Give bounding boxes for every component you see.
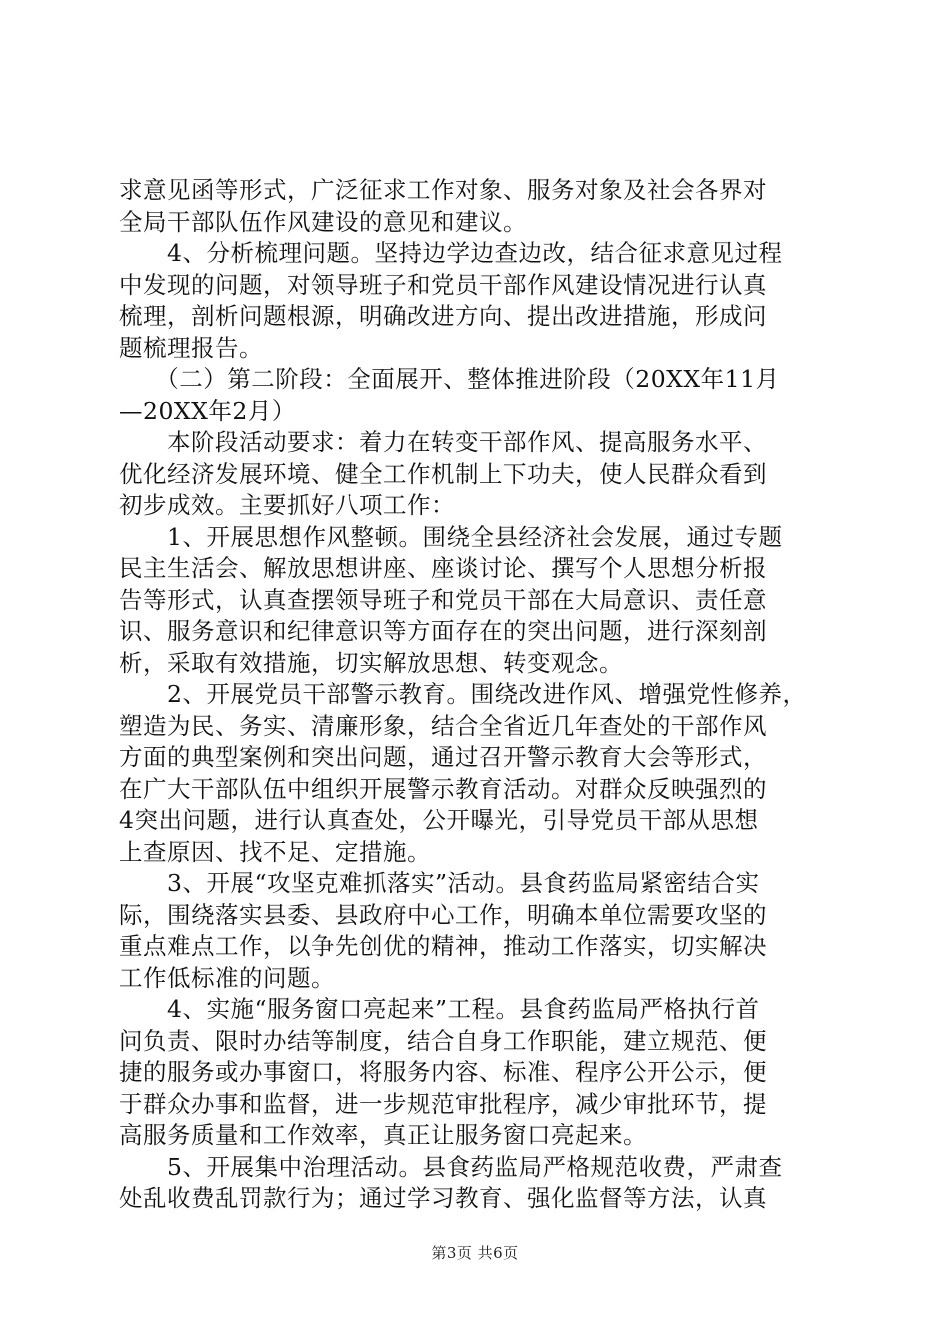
text-line: 告等形式，认真查摆领导班子和党员干部在大局意识、责任意 — [119, 585, 767, 614]
text-line: 3、开展“攻坚克难抓落实”活动。县食药监局紧密结合实 — [119, 869, 760, 897]
text-line: 4、分析梳理问题。坚持边学边查边改，结合征求意见过程 — [119, 239, 783, 267]
text-line: 梳理，剖析问题根源，明确改进方向、提出改进措施，形成问 — [119, 302, 767, 330]
text-line: 方面的典型案例和突出问题，通过召开警示教育大会等形式， — [119, 743, 767, 771]
body-text — [119, 175, 839, 1215]
text-line: 题梳理报告。 — [119, 333, 263, 362]
text-line: 2、开展党员干部警示教育。围绕改进作风、增强党性修养， — [119, 680, 807, 708]
text-line: 处乱收费乱罚款行为；通过学习教育、强化监督等方法，认真 — [119, 1184, 767, 1212]
text-line: 中发现的问题，对领导班子和党员干部作风建设情况进行认真 — [119, 270, 767, 299]
text-line: 在广大干部队伍中组织开展警示教育活动。对群众反映强烈的 — [119, 774, 767, 803]
page-footer: 第3页 共6页 — [431, 1244, 519, 1262]
text-line: 初步成效。主要抓好八项工作： — [119, 491, 455, 519]
text-line: 优化经济发展环境、健全工作机制上下功夫，使人民群众看到 — [119, 459, 767, 488]
text-line: 全局干部队伍作风建设的意见和建议。 — [119, 207, 527, 236]
section-heading: （二）第二阶段：全面展开、整体推进阶段（20XX年11月 — [119, 365, 780, 393]
text-line: 4突出问题，进行认真查处，公开曝光，引导党员干部从思想 — [119, 806, 759, 834]
text-line: 于群众办事和监督，进一步规范审批程序，减少审批环节，提 — [119, 1089, 767, 1118]
text-line: 识、服务意识和纪律意识等方面存在的突出问题，进行深刻剖 — [119, 617, 767, 645]
text-line: 5、开展集中治理活动。县食药监局严格规范收费，严肃查 — [119, 1152, 783, 1181]
text-line: 际，围绕落实县委、县政府中心工作，明确本单位需要攻坚的 — [119, 900, 767, 929]
text-line: 工作低标准的问题。 — [119, 963, 335, 992]
text-line: 重点难点工作，以争先创优的精神，推动工作落实，切实解决 — [119, 932, 767, 960]
section-heading-continued: —20XX年2月） — [119, 396, 296, 425]
text-line: 本阶段活动要求：着力在转变干部作风、提高服务水平、 — [119, 428, 767, 456]
text-line: 4、实施“服务窗口亮起来”工程。县食药监局严格执行首 — [119, 995, 760, 1023]
text-line: 高服务质量和工作效率，真正让服务窗口亮起来。 — [119, 1121, 647, 1149]
text-line: 析，采取有效措施，切实解放思想、转变观念。 — [119, 648, 623, 677]
text-line: 问负责、限时办结等制度，结合自身工作职能，建立规范、便 — [119, 1026, 767, 1055]
text-line: 塑造为民、务实、清廉形象，结合全省近几年查处的干部作风 — [119, 711, 767, 740]
text-line: 民主生活会、解放思想讲座、座谈讨论、撰写个人思想分析报 — [119, 554, 767, 582]
text-line: 1、开展思想作风整顿。围绕全县经济社会发展，通过专题 — [119, 522, 783, 551]
text-line: 捷的服务或办事窗口，将服务内容、标准、程序公开公示，便 — [119, 1058, 767, 1086]
text-line: 上查原因、找不足、定措施。 — [119, 837, 431, 866]
text-line: 求意见函等形式，广泛征求工作对象、服务对象及社会各界对 — [119, 176, 767, 204]
